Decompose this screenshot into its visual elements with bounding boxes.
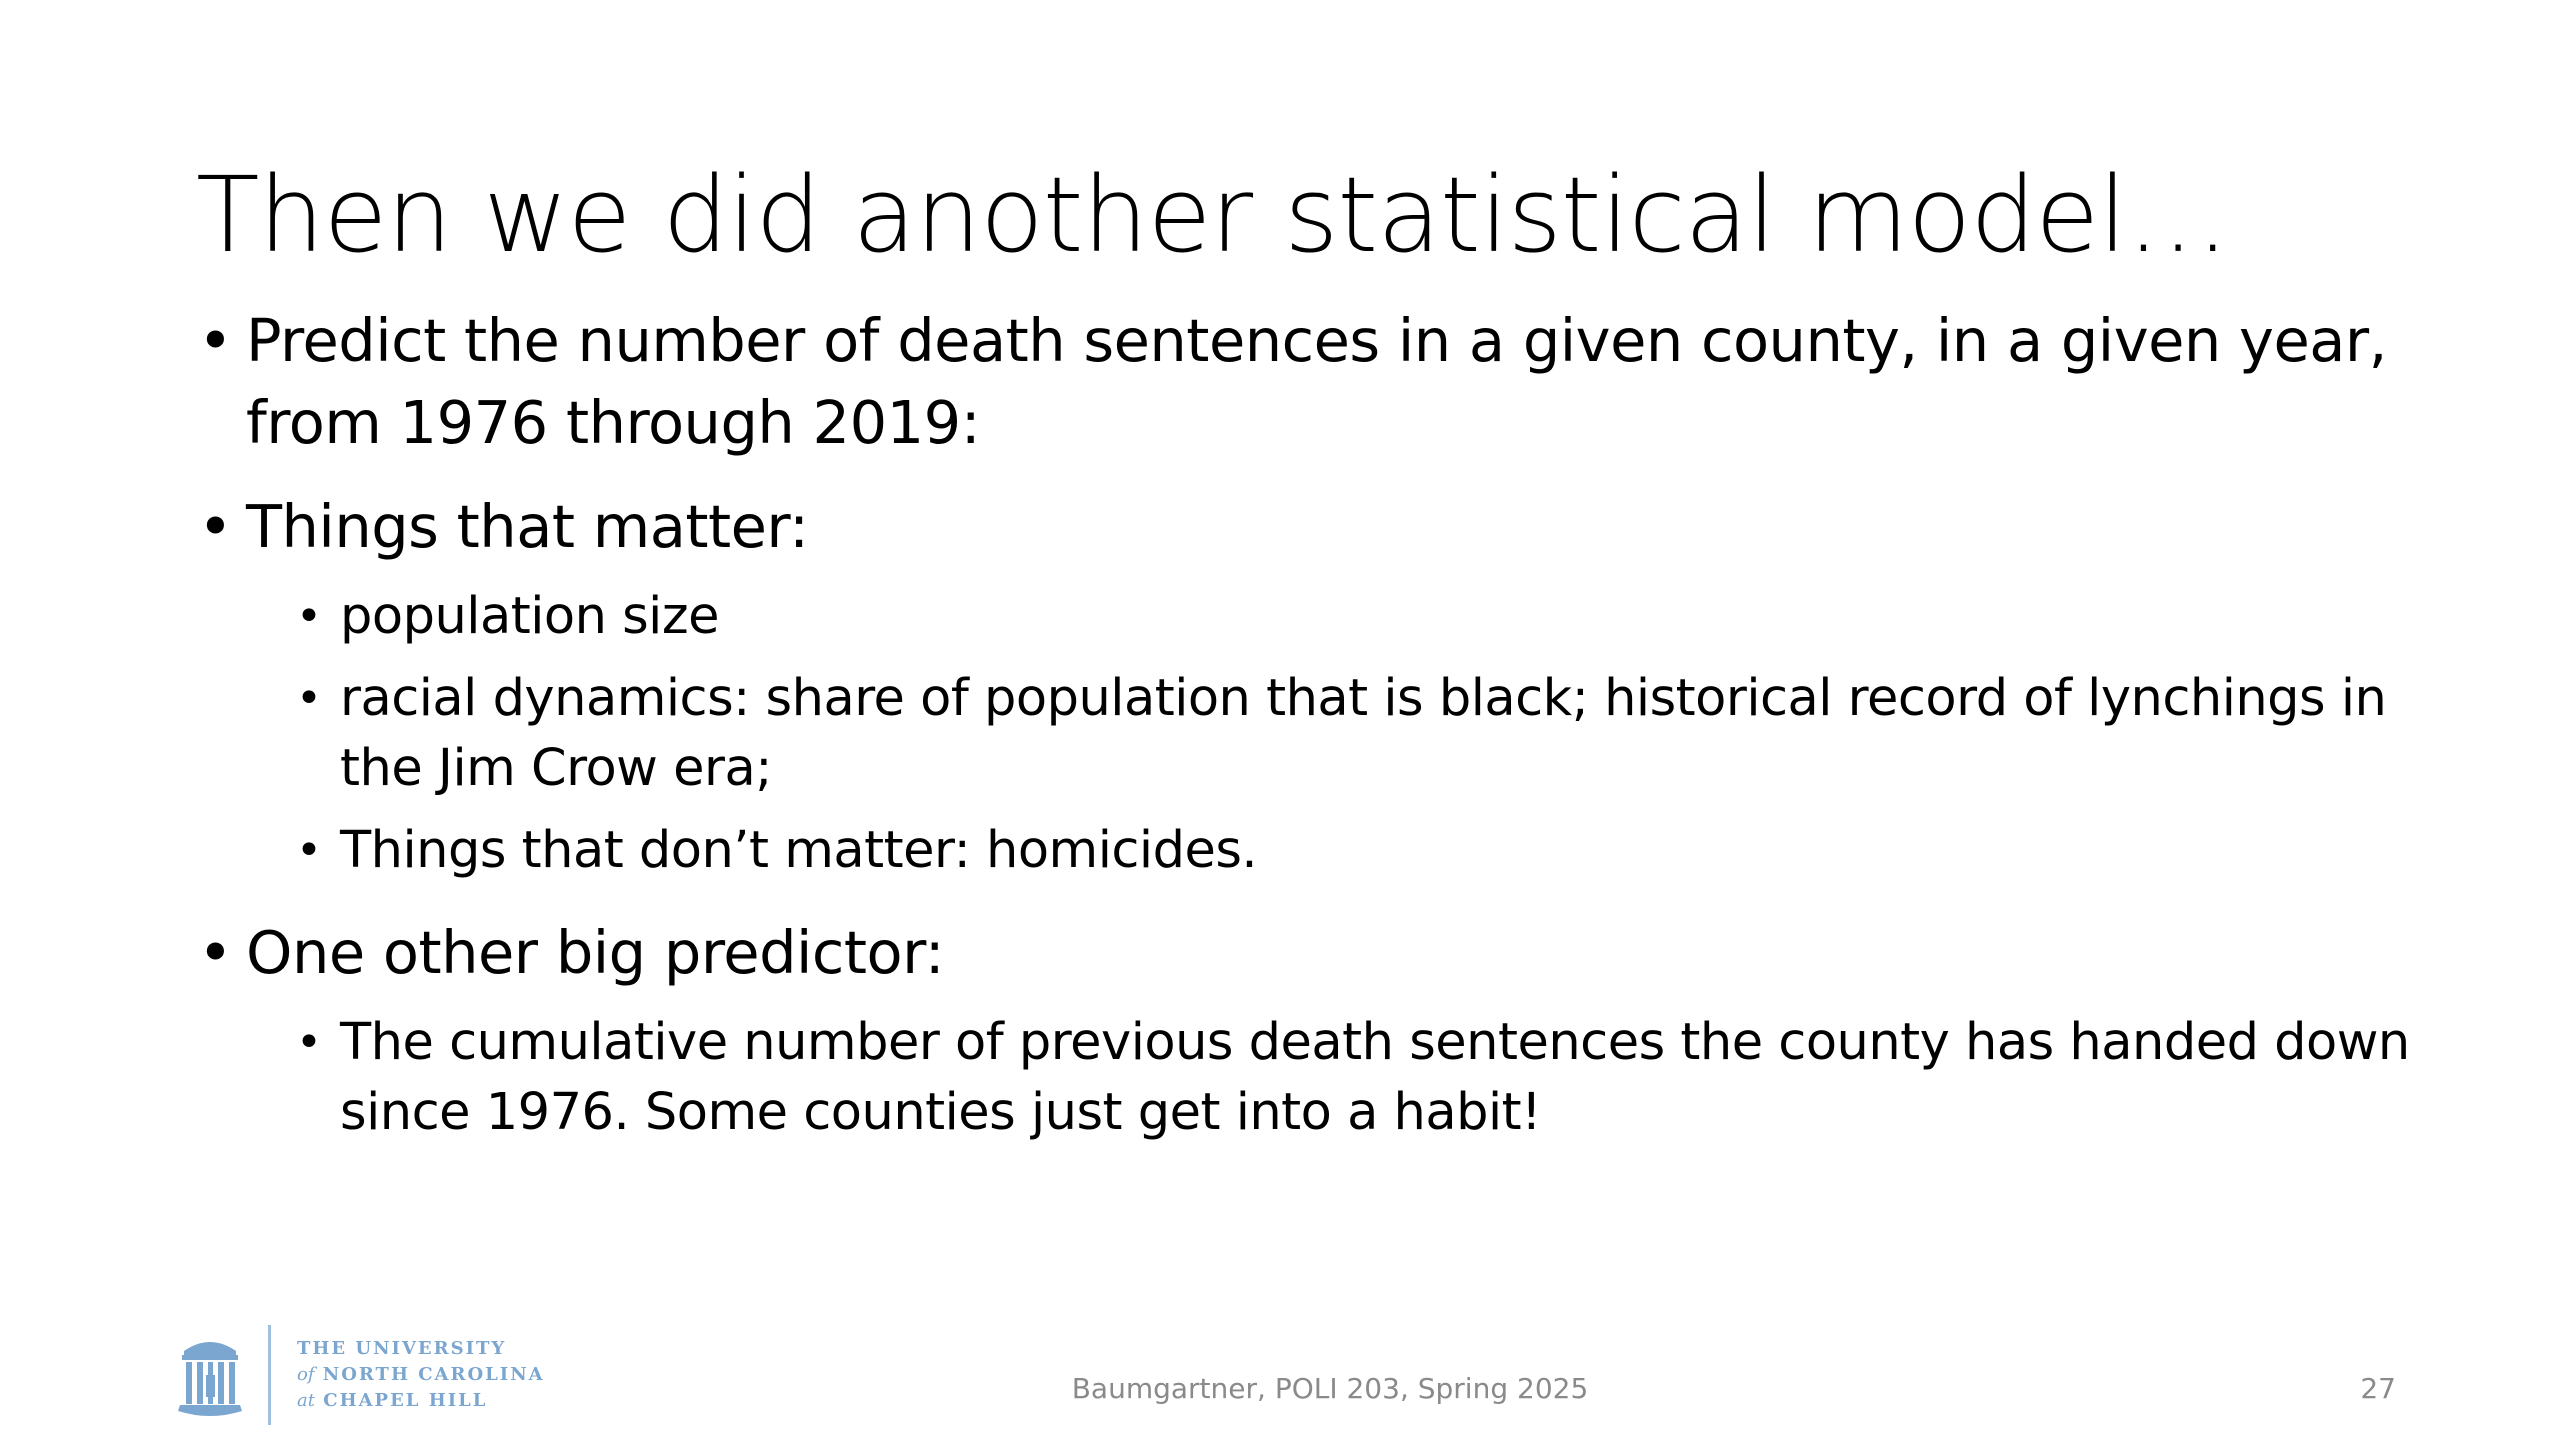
bullet-other-predictor: • One other big predictor: bbox=[196, 912, 2416, 994]
logo-line-2: of NORTH CAROLINA bbox=[297, 1364, 545, 1385]
sub-bullet-dont-matter: • Things that don’t matter: homicides. bbox=[294, 816, 2416, 886]
sublist-things-that-matter bbox=[196, 582, 2416, 886]
sub-bullet-racial-dynamics: • racial dynamics: share of population that is black; historical record of lynchings in the Jim Crow era; bbox=[294, 664, 2416, 804]
bullet-predict: • Predict the number of death sentences in a given county, in a given year, from 1976 through 2019: bbox=[196, 300, 2416, 464]
slide-title: Then we did another statistical model… bbox=[196, 154, 2230, 276]
logo-divider bbox=[268, 1325, 271, 1425]
slide-content bbox=[196, 300, 2416, 1148]
logo-wordmark bbox=[297, 1336, 545, 1414]
logo-line-3: at CHAPEL HILL bbox=[297, 1390, 488, 1411]
logo-line-1: THE UNIVERSITY bbox=[297, 1338, 507, 1359]
bullet-things-that-matter: • Things that matter: bbox=[196, 486, 2416, 568]
footer-citation: Baumgartner, POLI 203, Spring 2025 bbox=[1071, 1372, 1589, 1405]
sub-bullet-cumulative: • The cumulative number of previous death sentences the county has handed down since 1976. Some counties just get into a habit! bbox=[294, 1008, 2416, 1148]
sub-bullet-population: • population size bbox=[294, 582, 2416, 652]
sublist-other-predictor bbox=[196, 1008, 2416, 1148]
page-number: 27 bbox=[2360, 1372, 2396, 1405]
unc-logo bbox=[176, 1320, 545, 1430]
old-well-icon bbox=[176, 1331, 244, 1419]
